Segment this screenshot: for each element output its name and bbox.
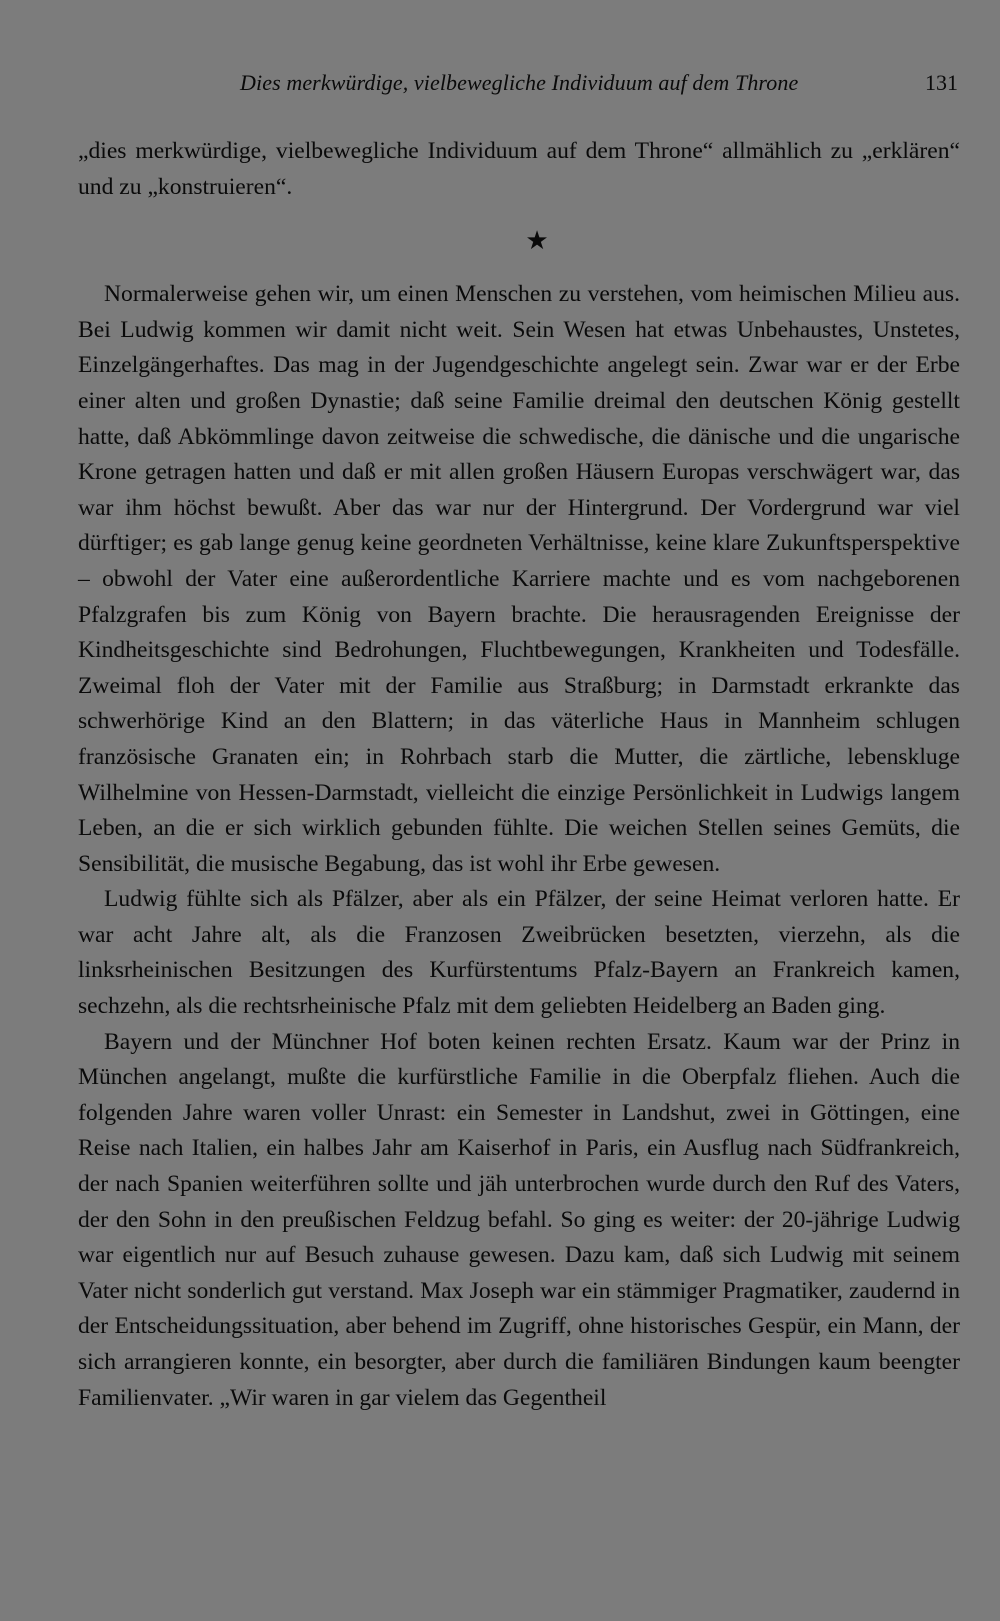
paragraph: Bayern und der Münchner Hof boten keinen rechten Ersatz. Kaum war der Prinz in München angelangt, mußte die kurfürstliche Familie in die Oberpfalz fliehen. Auch die folgenden Jahre waren voller Unrast: ein Semester in Landshut, zwei in Göttingen, eine Reise nach Italien, ein halbes Jahr am Kaiserhof in Paris, ein Ausflug nach Südfrankreich, der nach Spanien weiterführen sollte und jäh unterbrochen wurde durch den Ruf des Vaters, der den Sohn in den preußischen Feldzug befahl. So ging es weiter: der 20-jährige Ludwig war eigentlich nur auf Besuch zuhause gewesen. Dazu kam, daß sich Ludwig mit seinem Vater nicht sonderlich gut verstand. Max Joseph war ein stämmiger Pragmatiker, zaudernd in der Entscheidungssituation, aber behend im Zugriff, ohne historisches Gespür, ein Mann, der sich arrangieren konnte, ein besorgter, aber durch die familiären Bindungen kaum beengter Familienvater. „Wir waren in gar vielem das Gegentheil xyxy=(78,1028,960,1411)
running-head-title: Dies merkwürdige, vielbewegliche Individuum auf dem Throne xyxy=(240,70,799,95)
page-number: 131 xyxy=(925,70,958,95)
paragraph: Normalerweise gehen wir, um einen Menschen zu verstehen, vom heimischen Milieu aus. Bei Ludwig kommen wir damit nicht weit. Sein Wesen hat etwas Unbehaustes, Unstetes, Einzelgängerhaftes. Das mag in der Jugendgeschichte angelegt sein. Zwar war er der Erbe einer alten und großen Dynastie; daß seine Familie dreimal den deutschen König gestellt hatte, daß Abkömmlinge davon zeitweise die schwedische, die dänische und die ungarische Krone getragen hatten und daß er mit allen großen Häusern Europas verschwägert war, das war ihm höchst bewußt. Aber das war nur der Hintergrund. Der Vordergrund war viel dürftiger; es gab lange genug keine geordneten Verhältnisse, keine klare Zukunftsperspektive – obwohl der Vater eine außerordentliche Karriere machte und es vom nachgeborenen Pfalzgrafen bis zum König von Bayern brachte. Die herausragenden Ereignisse der Kindheitsgeschichte sind Bedrohungen, Fluchtbewegungen, Krankheiten und Todesfälle. Zweimal floh der Vater mit der Familie aus Straßburg; in Darmstadt erkrankte das schwerhörige Kind an den Blattern; in das väterliche Haus in Mannheim schlugen französische Granaten ein; in Rohrbach starb die Mutter, die zärtliche, lebenskluge Wilhelmine von Hessen-Darmstadt, vielleicht die einzige Persönlichkeit in Ludwigs langem Leben, an die er sich wirklich gebunden fühlte. Die weichen Stellen seines Gemüts, die Sensibilität, die musische Begabung, das ist wohl ihr Erbe gewesen. xyxy=(78,281,960,877)
star-ornament-icon: ★ xyxy=(525,226,549,256)
paragraph-continuation: „dies merkwürdige, vielbewegliche Individuum auf dem Throne“ allmählich zu „erklären“ und zu „konstruieren“. xyxy=(78,138,960,200)
body-text xyxy=(78,134,960,1416)
paragraph: Ludwig fühlte sich als Pfälzer, aber als ein Pfälzer, der seine Heimat verloren hatte. Er war acht Jahre alt, als die Franzosen Zweibrücken besetzten, vierzehn, als die linksrheinischen Besitzungen des Kurfürstentums Pfalz-Bayern an Frankreich kamen, sechzehn, als die rechtsrheinische Pfalz mit dem geliebten Heidelberg an Baden ging. xyxy=(78,886,960,1020)
